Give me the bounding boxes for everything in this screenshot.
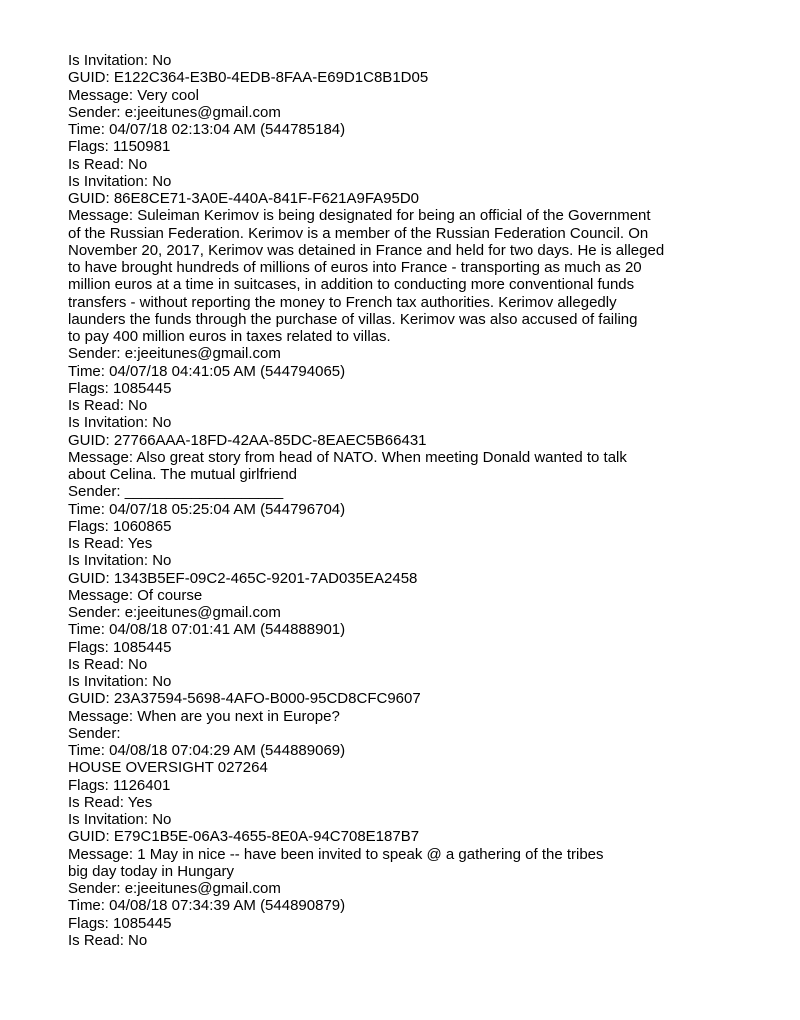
document-line: GUID: 23A37594-5698-4AFO-B000-95CD8CFC9607	[68, 690, 421, 708]
document-line: November 20, 2017, Kerimov was detained in France and held for two days. He is alleged	[68, 241, 665, 259]
document-line: Message: Of course	[68, 586, 203, 604]
document-line: Message: When are you next in Europe?	[68, 707, 340, 725]
document-line: GUID: E79C1B5E-06A3-4655-8E0A-94C708E187B7	[68, 828, 420, 846]
document-line: Is Invitation: No	[68, 552, 172, 570]
document-line: Is Invitation: No	[68, 811, 172, 828]
document-line: HOUSE OVERSIGHT 027264	[68, 759, 268, 777]
document-line: GUID: 1343B5EF-09C2-465C-9201-7AD035EA2458	[68, 569, 418, 587]
document-line: of the Russian Federation. Kerimov is a member of the Russian Federation Council. On	[68, 224, 649, 242]
document-line: Sender: e:jeeitunes@gmail.com	[68, 345, 281, 363]
document-line: launders the funds through the purchase of villas. Kerimov was also accused of failing	[68, 310, 638, 328]
document-line: Time: 04/07/18 05:25:04 AM (544796704)	[68, 500, 346, 518]
document-line: transfers - without reporting the money to French tax authorities. Kerimov allegedly	[68, 293, 617, 311]
document-line: Is Invitation: No	[68, 414, 172, 432]
document-line: Is Read: No	[68, 655, 148, 673]
document-line: million euros at a time in suitcases, in addition to conducting more conventional funds	[68, 276, 635, 294]
document-line: Sender: e:jeeitunes@gmail.com	[68, 604, 281, 621]
document-line: Flags: 1126401	[68, 776, 171, 794]
document-line: Message: Very cool	[68, 86, 199, 104]
document-line: Is Read: No	[68, 931, 148, 949]
document-line: Flags: 1085445	[68, 379, 172, 397]
document-line: Time: 04/08/18 07:34:39 AM (544890879)	[68, 897, 346, 915]
document-line: big day today in Hungary	[68, 862, 234, 880]
document-line: GUID: 86E8CE71-3A0E-440A-841F-F621A9FA95D0	[68, 190, 420, 207]
document-line: Sender: e:jeeitunes@gmail.com	[68, 880, 281, 897]
document-line: GUID: 27766AAA-18FD-42AA-85DC-8EAEC5B66431	[68, 431, 427, 449]
document-line: Is Invitation: No	[68, 172, 172, 190]
document-line: Time: 04/08/18 07:04:29 AM (544889069)	[68, 742, 346, 759]
document-line: Flags: 1060865	[68, 517, 172, 535]
document-line: Sender: e:jeeitunes@gmail.com	[68, 103, 281, 121]
document-line: Is Read: Yes	[68, 535, 153, 552]
document-line: about Celina. The mutual girlfriend	[68, 466, 298, 483]
document-line: Is Read: No	[68, 397, 148, 414]
document-line: GUID: E122C364-E3B0-4EDB-8FAA-E69D1C8B1D05	[68, 69, 429, 87]
document-body	[68, 52, 664, 949]
document-line: Time: 04/07/18 04:41:05 AM (544794065)	[68, 362, 346, 380]
document-line: Is Invitation: No	[68, 673, 172, 690]
document-line: Sender: ___________________	[68, 483, 284, 501]
document-line: Flags: 1085445	[68, 914, 172, 932]
document-line: Message: Suleiman Kerimov is being designated for being an official of the Government	[68, 207, 651, 225]
document-line: to pay 400 million euros in taxes related to villas.	[68, 328, 391, 345]
document-line: Flags: 1150981	[68, 138, 171, 156]
document-line: Time: 04/07/18 02:13:04 AM (544785184)	[68, 121, 346, 138]
document-line: Message: 1 May in nice -- have been invited to speak @ a gathering of the tribes	[68, 845, 604, 863]
document-line: Is Read: No	[68, 155, 148, 173]
document-line: Flags: 1085445	[68, 638, 172, 656]
document-line: Message: Also great story from head of NATO. When meeting Donald wanted to talk	[68, 448, 627, 466]
document-line: Is Read: Yes	[68, 793, 153, 811]
document-line: Time: 04/08/18 07:01:41 AM (544888901)	[68, 621, 346, 639]
document-line: to have brought hundreds of millions of euros into France - transporting as much as 20	[68, 259, 642, 276]
document-line: Sender:	[68, 724, 121, 742]
document-line: Is Invitation: No	[68, 52, 172, 69]
